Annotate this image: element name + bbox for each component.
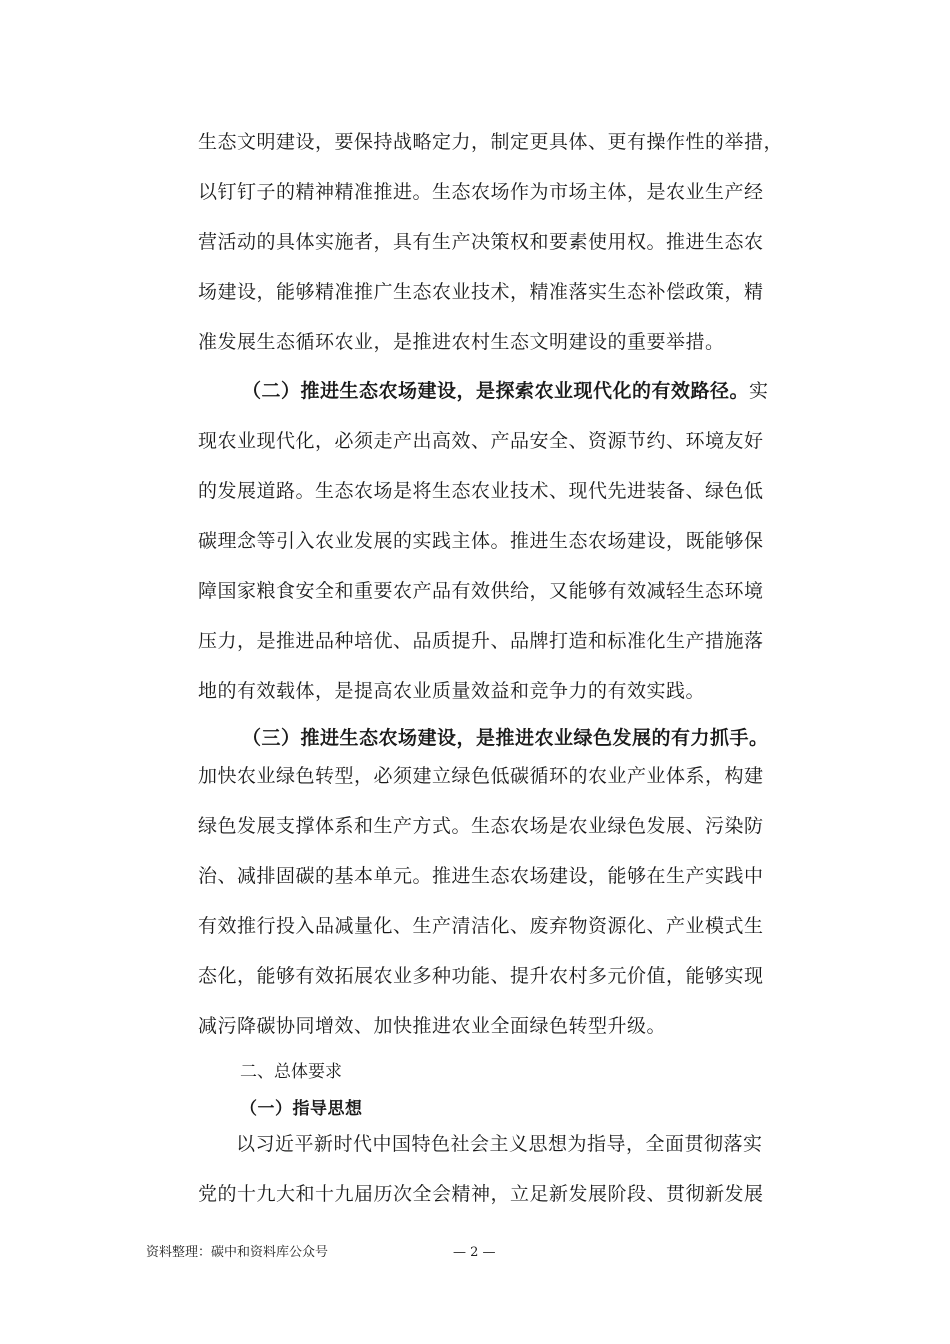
paragraph4-line: 党的十九大和十九届历次全会精神，立足新发展阶段、贯彻新发展 (198, 1183, 764, 1205)
paragraph2-lead-tail: 实 (749, 380, 769, 402)
subsection-heading: （一）指导思想 (240, 1099, 363, 1119)
paragraph2-line: 现农业现代化，必须走产出高效、产品安全、资源节约、环境友好 (198, 430, 764, 452)
paragraph3-line: 有效推行投入品减量化、生产清洁化、废弃物资源化、产业模式生 (198, 915, 764, 937)
paragraph3-line: 减污降碳协同增效、加快推进农业全面绿色转型升级。 (198, 1015, 667, 1037)
paragraph1-line: 准发展生态循环农业，是推进农村生态文明建设的重要举措。 (198, 331, 725, 353)
paragraph3-line: 治、减排固碳的基本单元。推进生态农场建设，能够在生产实践中 (198, 865, 764, 887)
paragraph2-lead-line (242, 378, 769, 404)
page-number: — 2 — (453, 1245, 496, 1260)
paragraph2-line: 压力，是推进品种培优、品质提升、品牌打造和标准化生产措施落 (198, 630, 764, 652)
paragraph3-line: 绿色发展支撑体系和生产方式。生态农场是农业绿色发展、污染防 (198, 815, 764, 837)
section-heading: 二、总体要求 (240, 1062, 342, 1082)
paragraph3-line: 态化，能够有效拓展农业多种功能、提升农村多元价值，能够实现 (198, 965, 764, 987)
paragraph1-line: 营活动的具体实施者，具有生产决策权和要素使用权。推进生态农 (198, 231, 764, 253)
paragraph3-line: 加快农业绿色转型，必须建立绿色低碳循环的农业产业体系，构建 (198, 765, 764, 787)
paragraph2-lead: （二）推进生态农场建设，是探索农业现代化的有效路径。 (242, 380, 750, 402)
paragraph1-line: 生态文明建设，要保持战略定力，制定更具体、更有操作性的举措， (198, 131, 784, 153)
paragraph1-line: 场建设，能够精准推广生态农业技术，精准落实生态补偿政策，精 (198, 281, 764, 303)
paragraph2-line: 的发展道路。生态农场是将生态农业技术、现代先进装备、绿色低 (198, 480, 764, 502)
paragraph2-line: 碳理念等引入农业发展的实践主体。推进生态农场建设，既能够保 (198, 530, 764, 552)
paragraph2-line: 障国家粮食安全和重要农产品有效供给，又能够有效减轻生态环境 (198, 580, 764, 602)
paragraph4-line: 以习近平新时代中国特色社会主义思想为指导，全面贯彻落实 (236, 1133, 763, 1155)
footer-source: 资料整理：碳中和资料库公众号 (146, 1245, 329, 1260)
paragraph1-line: 以钉钉子的精神精准推进。生态农场作为市场主体，是农业生产经 (198, 181, 764, 203)
paragraph3-lead: （三）推进生态农场建设，是推进农业绿色发展的有力抓手。 (242, 727, 769, 749)
paragraph2-line: 地的有效载体，是提高农业质量效益和竞争力的有效实践。 (198, 680, 706, 702)
